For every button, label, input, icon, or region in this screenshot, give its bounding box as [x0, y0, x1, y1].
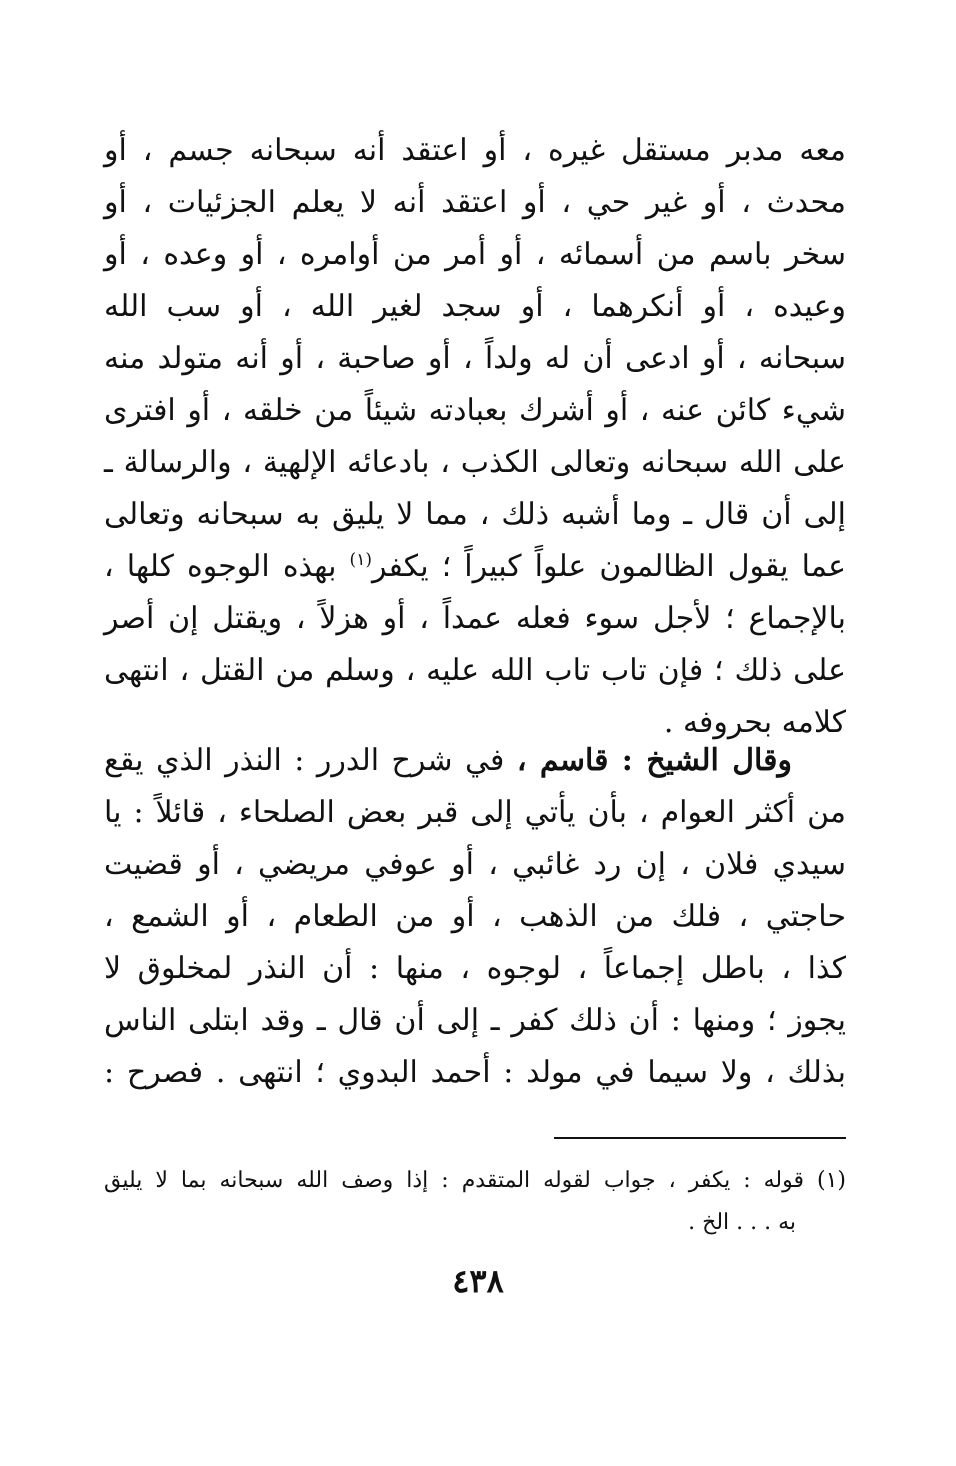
text-segment: بهذه الوجوه كلها ، — [104, 549, 350, 584]
footnote-line: به . . . الخ . — [688, 1210, 796, 1235]
text-line: شيء كائن عنه ، أو أشرك بعبادته شيئاً من خلقه ، أو افترى — [104, 393, 846, 428]
text-line: بالإجماع ؛ لأجل سوء فعله عمداً ، أو هزلاً ، ويقتل إن أصر — [104, 601, 846, 636]
text-line: معه مدبر مستقل غيره ، أو اعتقد أنه سبحانه جسم ، أو — [104, 133, 846, 168]
footnote-line: (١) قوله : يكفر ، جواب لقوله المتقدم : إذا وصف الله سبحانه بما لا يليق — [104, 1168, 846, 1193]
text-line: حاجتي ، فلك من الذهب ، أو من الطعام ، أو الشمع ، — [104, 899, 846, 934]
paragraph-1 — [104, 125, 846, 749]
text-line: يجوز ؛ ومنها : أن ذلك كفر ـ إلى أن قال ـ وقد ابتلى الناس — [104, 1003, 846, 1038]
text-line: كذا ، باطل إجماعاً ، لوجوه ، منها : أن النذر لمخلوق لا — [104, 951, 846, 986]
text-line: إلى أن قال ـ وما أشبه ذلك ، مما لا يليق به سبحانه وتعالى — [104, 497, 846, 532]
text-segment: في شرح الدرر : النذر الذي يقع — [104, 743, 517, 778]
text-line: محدث ، أو غير حي ، أو اعتقد أنه لا يعلم الجزئيات ، أو — [104, 185, 846, 220]
page-number: ٤٣٨ — [452, 1262, 504, 1300]
text-line: من أكثر العوام ، بأن يأتي إلى قبر بعض الصلحاء ، قائلاً : يا — [104, 795, 846, 830]
footnote — [104, 1160, 846, 1244]
text-line-with-footnote — [104, 541, 846, 593]
text-line: بذلك ، ولا سيما في مولد : أحمد البدوي ؛ انتهى . فصرح : — [104, 1055, 846, 1090]
footnote-marker: (١) — [349, 550, 372, 570]
text-line: وعيده ، أو أنكرهما ، أو سجد لغير الله ، أو سب الله — [104, 289, 846, 324]
text-line: على ذلك ؛ فإن تاب تاب الله عليه ، وسلم من القتل ، انتهى — [104, 653, 846, 688]
text-segment: عما يقول الظالمون علواً كبيراً ؛ يكفر — [371, 549, 846, 584]
text-line: سخر باسم من أسمائه ، أو أمر من أوامره ، أو وعده ، أو — [104, 237, 846, 272]
text-line: سبحانه ، أو ادعى أن له ولداً ، أو صاحبة ، أو أنه متولد منه — [104, 341, 846, 376]
text-line-with-bold-lead — [104, 735, 846, 787]
bold-lead: وقال الشيخ : قاسم ، — [516, 743, 793, 778]
footnote-separator — [554, 1137, 846, 1139]
text-line: سيدي فلان ، إن رد غائبي ، أو عوفي مريضي ، أو قضيت — [104, 847, 846, 882]
paragraph-2 — [104, 735, 846, 1099]
text-line: على الله سبحانه وتعالى الكذب ، بادعائه الإلهية ، والرسالة ـ — [104, 445, 846, 480]
text-line: كلامه بحروفه . — [663, 705, 846, 740]
